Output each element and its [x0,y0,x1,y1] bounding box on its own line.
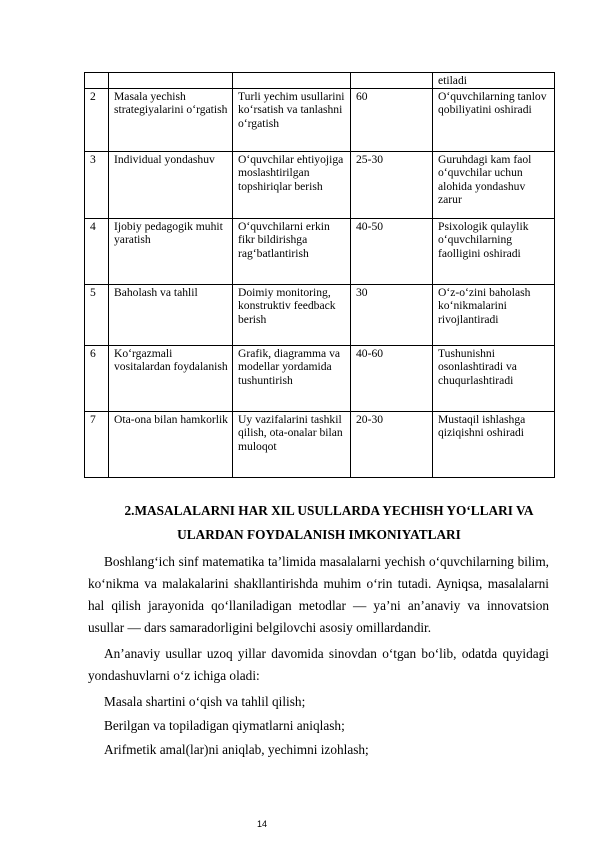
methods-table [84,72,555,478]
table-cell: 5 [85,285,109,346]
table-cell: 4 [85,219,109,285]
table-row [85,346,555,412]
page-number: 14 [257,819,268,829]
table-cell [109,73,233,89]
list-item: Berilgan va topiladigan qiymatlarni aniqlash; [104,718,345,733]
table-cell: Masala yechish strategiyalarini o‘rgatish [109,89,233,152]
table-cell: 40-50 [351,219,433,285]
paragraph-text: Boshlang‘ich sinf matematika ta’limida masalalarni yechish o‘quvchilarning bilim, ko‘nikma va malakalarini shakllantirishda muhim o‘rin tutadi. Ayniqsa, masalalarni hal qilish jarayonida qo‘llaniladigan metodlar — ya’ni an’anaviy va innovatsion usullar — dars samaradorligini belgilovchi asosiy omillardandir. [88,554,549,635]
table-cell: Ijobiy pedagogik muhit yaratish [109,219,233,285]
table-row [85,73,555,89]
table-cell: 6 [85,346,109,412]
table-cell: O‘quvchilarni erkin fikr bildirishga rag‘batlantirish [233,219,351,285]
paragraph-intro [88,551,549,639]
table-cell: etiladi [433,73,555,89]
table-cell: O‘quvchilarning tanlov qobiliyatini oshiradi [433,89,555,152]
paragraph-traditional [88,643,549,687]
table-cell: Mustaqil ishlashga qiziqishni oshiradi [433,412,555,478]
table-cell: 20-30 [351,412,433,478]
table-cell [233,73,351,89]
table-cell: 7 [85,412,109,478]
table-row [85,412,555,478]
table-row [85,285,555,346]
table-cell: 60 [351,89,433,152]
table-cell: Uy vazifalarini tashkil qilish, ota-onalar bilan muloqot [233,412,351,478]
table-cell [85,73,109,89]
section-heading-line-1: 2.MASALALARNI HAR XIL USULLARDA YECHISH YO‘LLARI VA [124,503,534,518]
table-cell: Grafik, diagramma va modellar yordamida tushuntirish [233,346,351,412]
table-cell [351,73,433,89]
table-cell: O‘z-o‘zini baholash ko‘nikmalarini rivojlantiradi [433,285,555,346]
list-item: Masala shartini o‘qish va tahlil qilish; [104,694,306,709]
table-cell: Baholash va tahlil [109,285,233,346]
paragraph-text: An’anaviy usullar uzoq yillar davomida sinovdan o‘tgan bo‘lib, odatda quyidagi yondashuvlarni o‘z ichiga oladi: [88,646,549,683]
table-cell: Turli yechim usullarini ko‘rsatish va tanlashni o‘rgatish [233,89,351,152]
table-cell: Psixologik qulaylik o‘quvchilarning faolligini oshiradi [433,219,555,285]
table-cell: Doimiy monitoring, konstruktiv feedback berish [233,285,351,346]
table-row [85,219,555,285]
table-cell: 30 [351,285,433,346]
table-cell: 25-30 [351,152,433,219]
table-cell: O‘quvchilar ehtiyojiga moslashtirilgan topshiriqlar berish [233,152,351,219]
table-cell: Individual yondashuv [109,152,233,219]
table-cell: 2 [85,89,109,152]
table-cell: Ko‘rgazmali vositalardan foydalanish [109,346,233,412]
table-row [85,89,555,152]
table-cell: Guruhdagi kam faol o‘quvchilar uchun alohida yondashuv zarur [433,152,555,219]
table-cell: Tushunishni osonlashtiradi va chuqurlashtiradi [433,346,555,412]
section-heading-line-2: ULARDAN FOYDALANISH IMKONIYATLARI [177,527,461,542]
table-cell: 3 [85,152,109,219]
table-row [85,152,555,219]
list-item: Arifmetik amal(lar)ni aniqlab, yechimni izohlash; [104,742,369,757]
table-cell: 40-60 [351,346,433,412]
table-cell: Ota-ona bilan hamkorlik [109,412,233,478]
